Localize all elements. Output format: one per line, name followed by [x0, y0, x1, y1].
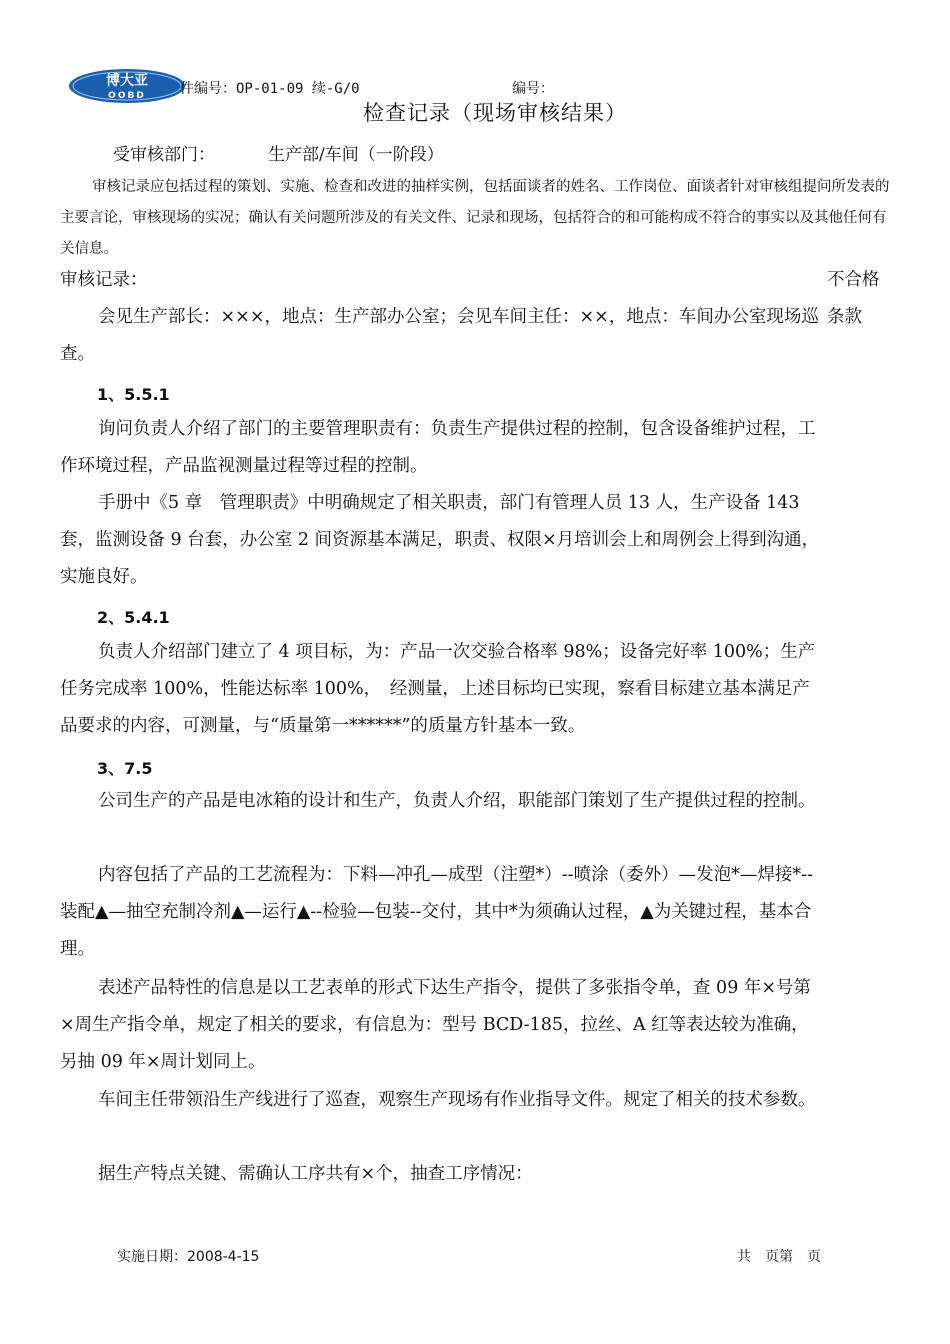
section-3-paragraph-1: 公司生产的产品是电冰箱的设计和生产，负责人介绍，职能部门策划了生产提供过程的控制。 [98, 791, 816, 811]
section-1-paragraph-2: 手册中《5 章 管理职责》中明确规定了相关职责，部门有管理人员 13 人，生产设备 143 套，监测设备 9 台套，办公室 2 间资源基本满足，职责、权限×月培训会上和周例会上得到沟通，实施良好。 [60, 493, 820, 587]
instructions-paragraph: 审核记录应包括过程的策划、实施、检查和改进的抽样实例，包括面谈者的姓名、工作岗位、面谈者针对审核组提问所发表的主要言论，审核现场的实况；确认有关问题所涉及的有关文件、记录和现场，包括符合的和可能构成不符合的事实以及其他任何有关信息。 [60, 179, 890, 257]
nonconformity-header-1: 不合格 [827, 270, 880, 290]
section-2-heading: 2、5.4.1 [97, 608, 170, 627]
section-3-paragraph-3: 表述产品特性的信息是以工艺表单的形式下达生产指令，提供了多张指令单，查 09 年×号第×周生产指令单，规定了相关的要求，有信息为：型号 BCD-185，拉丝、A 红等表达较为准确，另抽 09 年×周计划同上。 [60, 978, 812, 1072]
serial-number-label: 编号： [512, 81, 554, 97]
dept-label: 受审核部门： [113, 145, 215, 165]
section-1-paragraph-1: 询问负责人介绍了部门的主要管理职责有：负责生产提供过程的控制，包含设备维护过程，工作环境过程，产品监视测量过程等过程的控制。 [60, 419, 816, 476]
section-3-paragraph-5: 据生产特点关键、需确认工序共有×个，抽查工序情况： [98, 1164, 533, 1184]
section-3-heading: 3、7.5 [97, 759, 153, 778]
nonconformity-header-2: 条款 [827, 307, 862, 327]
dept-value: 生产部/车间（一阶段） [268, 145, 444, 165]
section-1-heading: 1、5.5.1 [97, 385, 170, 404]
meeting-paragraph: 会见生产部长：×××，地点：生产部办公室；会见车间主任：××，地点：车间办公室现场巡查。 [60, 307, 819, 364]
implementation-date: 实施日期：2008-4-15 [117, 1249, 260, 1265]
page-count: 共 页第 页 [737, 1249, 821, 1265]
svg-text:OOBD: OOBD [108, 91, 146, 101]
section-2-paragraph-1: 负责人介绍部门建立了 4 项目标，为：产品一次交验合格率 98%；设备完好率 100%；生产任务完成率 100%，性能达标率 100%， 经测量，上述目标均已实现，察看目标建立基本满足产品要求的内容，可测量，与“质量第一******”的质量方针基本一致。 [60, 642, 816, 736]
section-3-paragraph-4: 车间主任带领沿生产线进行了巡查，观察生产现场有作业指导文件。规定了相关的技术参数。 [98, 1090, 816, 1110]
record-label: 审核记录： [60, 270, 148, 290]
section-3-paragraph-2: 内容包括了产品的工艺流程为：下料—冲孔—成型（注塑*）--喷涂（委外）—发泡*—焊接*--装配▲—抽空充制冷剂▲—运行▲--检验—包装--交付，其中*为须确认过程，▲为关键过程，基本合理。 [60, 865, 813, 959]
svg-text:博大亚: 博大亚 [106, 73, 148, 89]
page-title: 检查记录（现场审核结果） [363, 101, 627, 125]
file-number: 件编号：OP-01-09 续-G/0 [180, 81, 360, 97]
